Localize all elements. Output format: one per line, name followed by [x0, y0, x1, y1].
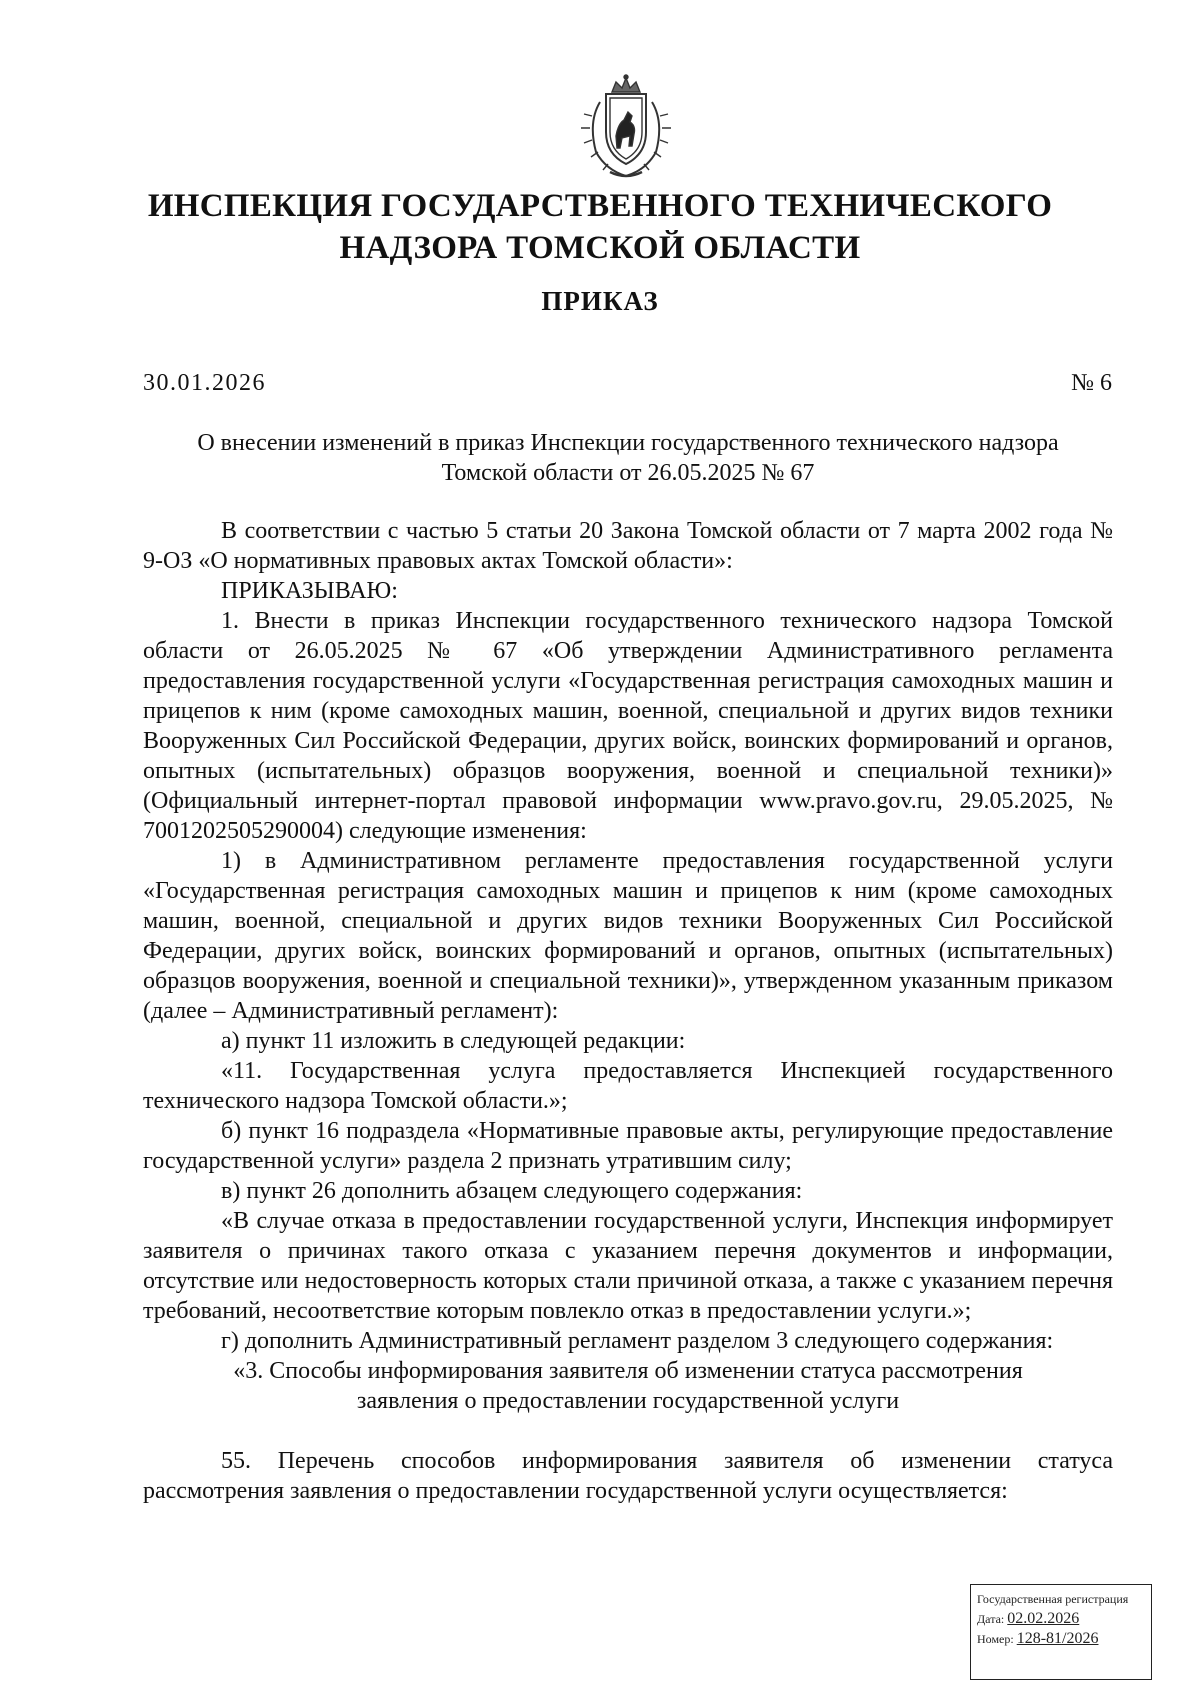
organization-title-line-1: ИНСПЕКЦИЯ ГОСУДАРСТВЕННОГО ТЕХНИЧЕСКОГО [147, 188, 1053, 224]
registration-date-label: Дата: [977, 1612, 1005, 1626]
document-date: 30.01.2026 [143, 370, 266, 396]
paragraph-item-g: г) дополнить Административный регламент разделом 3 следующего содержания: [221, 1328, 1054, 1354]
paragraph-item-b: б) пункт 16 подраздела «Нормативные правовые акты, регулирующие предоставление государственной услуги» раздела 2 признать утратившим силу; [143, 1118, 1113, 1174]
organization-title [0, 185, 1200, 269]
organization-title-line-2: НАДЗОРА ТОМСКОЙ ОБЛАСТИ [339, 230, 861, 266]
paragraph-item-1-1: 1) в Административном регламенте предоставления государственной услуги «Государственная регистрация самоходных машин и прицепов к ним (кроме самоходных машин, военной, специальной и других видов техники Вооруженных Сил Российской Федерации, других войск, воинских формирований и органов, опытных (испытательных) образцов вооружения, военной и специальной техники)», утвержденном указанным приказом (далее – Административный регламент): [143, 848, 1113, 1024]
registration-date-row [977, 1609, 1145, 1629]
paragraph-refusal-quote: «В случае отказа в предоставлении государственной услуги, Инспекция информирует заявителя о причинах такого отказа с указанием перечня документов и информации, отсутствие или недостоверность которых стали причиной отказа, а также с указанием перечня требований, несоответствие которым повлекло отказ в предоставлении услуги.»; [143, 1208, 1113, 1324]
registration-number-value: 128-81/2026 [1016, 1630, 1099, 1647]
document-number: № 6 [1071, 370, 1112, 396]
registration-number-row [977, 1629, 1145, 1649]
paragraph-item-v: в) пункт 26 дополнить абзацем следующего содержания: [221, 1178, 803, 1204]
section-3-heading [143, 1356, 1113, 1416]
section-3-heading-line-2: заявления о предоставлении государственной услуги [356, 1388, 900, 1414]
document-body [143, 516, 1113, 1506]
document-type: ПРИКАЗ [541, 286, 659, 316]
paragraph-preamble: В соответствии с частью 5 статьи 20 Закона Томской области от 7 марта 2002 года № 9-ОЗ «О нормативных правовых актах Томской области»: [143, 518, 1113, 574]
paragraph-item-55: 55. Перечень способов информирования заявителя об изменении статуса рассмотрения заявления о предоставлении государственной услуги осуществляется: [143, 1448, 1113, 1504]
registration-date-value: 02.02.2026 [1007, 1610, 1080, 1627]
registration-number-label: Номер: [977, 1632, 1014, 1646]
registration-stamp [970, 1584, 1152, 1680]
subject-line-2: Томской области от 26.05.2025 № 67 [441, 460, 815, 486]
section-3-heading-line-1: «3. Способы информирования заявителя об изменении статуса рассмотрения [233, 1358, 1023, 1384]
paragraph-item-a: а) пункт 11 изложить в следующей редакции: [221, 1028, 686, 1054]
paragraph-item-1: 1. Внести в приказ Инспекции государственного технического надзора Томской области от 26.05.2025 № 67 «Об утверждении Административного регламента предоставления государственной услуги «Государственная регистрация самоходных машин и прицепов к ним (кроме самоходных машин, военной, специальной и других видов техники Вооруженных Сил Российской Федерации, других войск, воинских формирований и органов, опытных (испытательных) образцов вооружения, военной и специальной техники)» (Официальный интернет-портал правовой информации www.pravo.gov.ru, 29.05.2025, № 7001202505290004) следующие изменения: [143, 608, 1113, 844]
paragraph-order-word: ПРИКАЗЫВАЮ: [221, 578, 398, 604]
tomsk-oblast-coat-of-arms-icon [570, 72, 682, 182]
subject-line-1: О внесении изменений в приказ Инспекции государственного технического надзора [197, 430, 1059, 456]
registration-stamp-title: Государственная регистрация [977, 1592, 1129, 1606]
paragraph-item-11: «11. Государственная услуга предоставляется Инспекцией государственного технического надзора Томской области.»; [143, 1058, 1113, 1114]
document-subject [143, 428, 1113, 488]
